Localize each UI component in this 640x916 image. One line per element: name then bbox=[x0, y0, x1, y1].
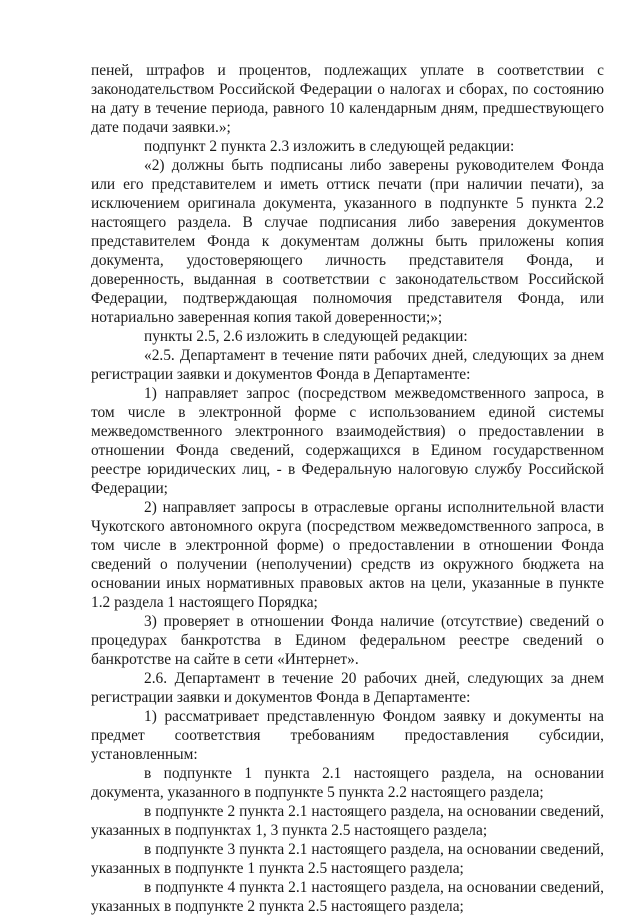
paragraph-subitem-2: «2) должны быть подписаны либо заверены руководителем Фонда или его представителем и иметь оттиск печати (при наличии печати), за исключением оригинала документа, указанного в подпункте 5 пункта 2.2 настоящего раздела. В случае подписания либо заверения документов представителем Фонда к документам должны быть приложены копия документа, удостоверяющего личность представителя Фонда, и доверенность, выданная в соответствии с законодательством Российской Федерации, подтверждающая полномочия представителя Фонда, или нотариально заверенная копия такой доверенности;»; bbox=[91, 157, 604, 326]
paragraph-amend-2-5-2-6: пункты 2.5, 2.6 изложить в следующей редакции: bbox=[144, 328, 468, 345]
paragraph-2-6-item-1: 1) рассматривает представленную Фондом заявку и документы на предмет соответствия требованиям предоставления субсидии, установленным: bbox=[91, 708, 604, 763]
paragraph-2-5-item-1: 1) направляет запрос (посредством межведомственного запроса, в том числе в электронной форме с использованием единой системы межведомственного электронного взаимодействия) о предоставлении в отношении Фонда сведений, содержащихся в Едином государственном реестре юридических лиц, - в Федеральную налоговую службу Российской Федерации; bbox=[91, 385, 604, 497]
document-page bbox=[91, 61, 604, 916]
paragraph-amend-2-3: подпункт 2 пункта 2.3 изложить в следующей редакции: bbox=[144, 138, 515, 155]
paragraph-check-sub-3: в подпункте 3 пункта 2.1 настоящего раздела, на основании сведений, указанных в подпункте 1 пункта 2.5 настоящего раздела; bbox=[91, 841, 604, 877]
paragraph-continuation: пеней, штрафов и процентов, подлежащих уплате в соответствии с законодательством Российской Федерации о налогах и сборах, по состоянию на дату в течение периода, равного 10 календарным дням, предшествующего дате подачи заявки.»; bbox=[91, 62, 604, 136]
paragraph-clause-2-5: «2.5. Департамент в течение пяти рабочих дней, следующих за днем регистрации заявки и документов Фонда в Департаменте: bbox=[91, 347, 604, 383]
paragraph-check-sub-1: в подпункте 1 пункта 2.1 настоящего раздела, на основании документа, указанного в подпункте 5 пункта 2.2 настоящего раздела; bbox=[91, 765, 604, 801]
paragraph-check-sub-2: в подпункте 2 пункта 2.1 настоящего раздела, на основании сведений, указанных в подпунктах 1, 3 пункта 2.5 настоящего раздела; bbox=[91, 803, 604, 839]
paragraph-check-sub-4: в подпункте 4 пункта 2.1 настоящего раздела, на основании сведений, указанных в подпункте 2 пункта 2.5 настоящего раздела; bbox=[91, 879, 604, 915]
paragraph-2-5-item-3: 3) проверяет в отношении Фонда наличие (отсутствие) сведений о процедурах банкротства в Едином федеральном реестре сведений о банкротстве на сайте в сети «Интернет». bbox=[91, 613, 604, 668]
paragraph-clause-2-6: 2.6. Департамент в течение 20 рабочих дней, следующих за днем регистрации заявки и документов Фонда в Департаменте: bbox=[91, 670, 604, 706]
paragraph-2-5-item-2: 2) направляет запросы в отраслевые органы исполнительной власти Чукотского автономного округа (посредством межведомственного запроса, в том числе в электронной форме) о предоставлении в отношении Фонда сведений о получении (неполучении) средств из окружного бюджета на основании иных нормативных правовых актов на цели, указанные в пункте 1.2 раздела 1 настоящего Порядка; bbox=[91, 499, 604, 611]
